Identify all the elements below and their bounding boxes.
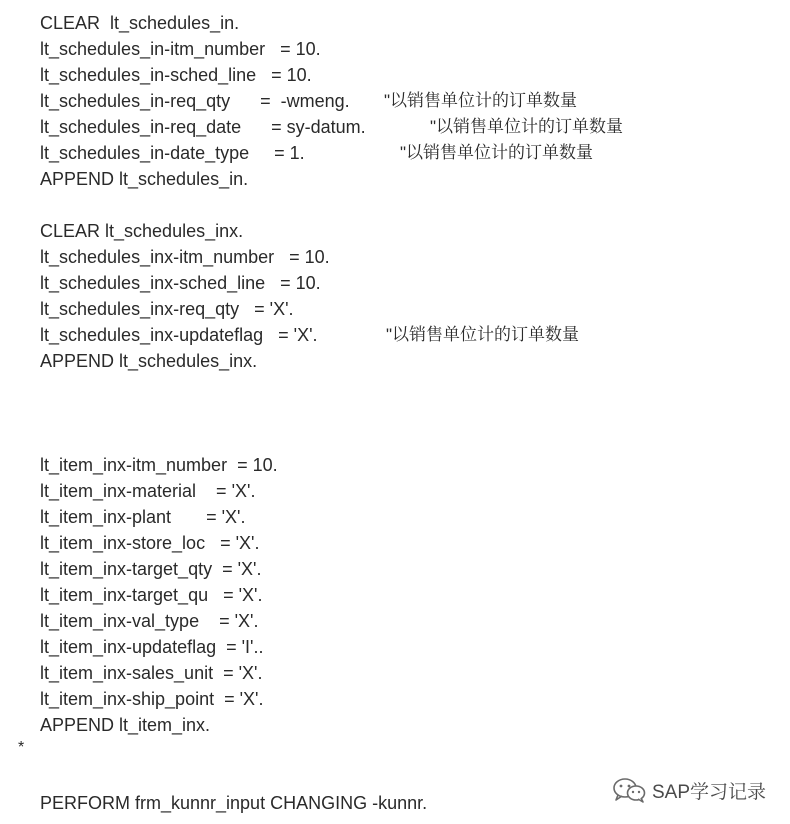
code-statement: lt_schedules_in-itm_number = 10. [40, 39, 321, 59]
code-statement: APPEND lt_schedules_in. [40, 169, 249, 189]
code-statement: APPEND lt_schedules_inx. [40, 351, 258, 371]
code-statement: lt_schedules_inx-sched_line = 10. [40, 273, 321, 293]
code-statement: lt_schedules_inx-updateflag = 'X'. [40, 325, 318, 345]
code-line [40, 582, 780, 608]
code-line [40, 348, 780, 374]
code-comment: "以销售单位计的订单数量 [400, 143, 594, 162]
code-line [40, 62, 780, 88]
code-statement: lt_item_inx-target_qty = 'X'. [40, 559, 262, 579]
watermark-label: SAP学习记录 [651, 781, 766, 803]
code-line [40, 244, 780, 270]
code-line [40, 686, 780, 712]
code-line [40, 712, 780, 738]
code-line [40, 660, 780, 686]
code-statement: lt_item_inx-updateflag = 'I'.. [40, 637, 264, 657]
code-line [40, 88, 780, 114]
blank-line [40, 192, 780, 218]
code-statement: lt_schedules_in-req_qty = -wmeng. [40, 91, 350, 111]
code-statement: lt_schedules_inx-itm_number = 10. [40, 247, 330, 267]
code-comment: "以销售单位计的订单数量 [384, 91, 578, 110]
code-line [40, 322, 780, 348]
code-statement: lt_item_inx-plant = 'X'. [40, 507, 246, 527]
code-line [40, 634, 780, 660]
wechat-icon [612, 777, 646, 803]
code-line [40, 114, 780, 140]
code-statement: lt_item_inx-ship_point = 'X'. [40, 689, 264, 709]
code-statement: lt_item_inx-target_qu = 'X'. [40, 585, 263, 605]
blank-line [40, 400, 780, 426]
code-statement: lt_item_inx-material = 'X'. [40, 481, 256, 501]
code-line [40, 504, 780, 530]
code-comment: "以销售单位计的订单数量 [386, 325, 580, 344]
code-comment: "以销售单位计的订单数量 [430, 117, 624, 136]
code-line [40, 270, 780, 296]
blank-line [40, 426, 780, 452]
code-line [40, 452, 780, 478]
code-statement: lt_schedules_in-req_date = sy-datum. [40, 117, 366, 137]
code-line [40, 10, 780, 36]
code-line [40, 530, 780, 556]
code-listing [40, 10, 780, 738]
comment-star: * [18, 739, 25, 756]
code-line [40, 140, 780, 166]
code-statement: lt_item_inx-val_type = 'X'. [40, 611, 259, 631]
code-statement: lt_schedules_inx-req_qty = 'X'. [40, 299, 294, 319]
code-line [40, 36, 780, 62]
code-line [40, 166, 780, 192]
code-line [40, 218, 780, 244]
code-statement: lt_item_inx-store_loc = 'X'. [40, 533, 260, 553]
code-statement: lt_schedules_in-date_type = 1. [40, 143, 305, 163]
code-line [40, 556, 780, 582]
code-statement: CLEAR lt_schedules_in. [40, 13, 240, 33]
code-line [40, 608, 780, 634]
code-statement: PERFORM frm_kunnr_input CHANGING -kunnr. [40, 793, 428, 813]
code-statement: APPEND lt_item_inx. [40, 715, 211, 735]
code-statement: lt_schedules_in-sched_line = 10. [40, 65, 312, 85]
code-line [40, 478, 780, 504]
code-statement: lt_item_inx-sales_unit = 'X'. [40, 663, 263, 683]
code-statement: CLEAR lt_schedules_inx. [40, 221, 244, 241]
code-line [40, 296, 780, 322]
watermark [612, 776, 766, 804]
code-statement: lt_item_inx-itm_number = 10. [40, 455, 278, 475]
blank-line [40, 374, 780, 400]
